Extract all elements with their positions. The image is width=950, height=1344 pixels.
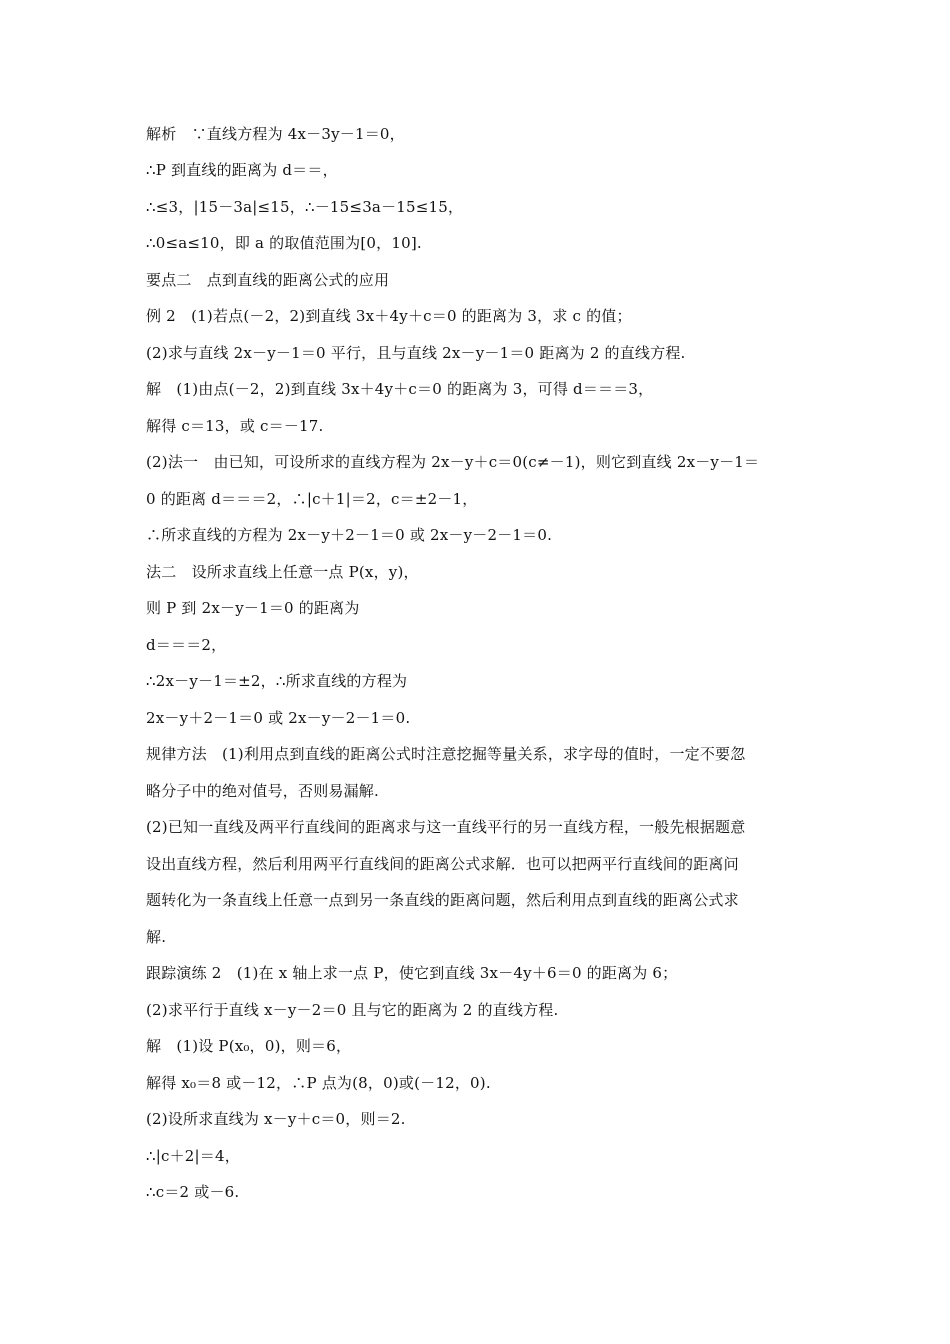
text-line: 0 的距离 d＝＝＝2，∴|c＋1|＝2，c＝±2－1， xyxy=(146,490,478,508)
text-line: ∴0≤a≤10，即 a 的取值范围为[0，10]. xyxy=(146,234,422,252)
text-line: 则 P 到 2x－y－1＝0 的距离为 xyxy=(146,599,360,617)
text-line: (2)已知一直线及两平行直线间的距离求与这一直线平行的另一直线方程，一般先根据题意 xyxy=(146,818,746,836)
text-line: 2x－y＋2－1＝0 或 2x－y－2－1＝0. xyxy=(146,709,411,727)
text-line: ∴2x－y－1＝±2，∴所求直线的方程为 xyxy=(146,672,408,690)
text-line: ∴所求直线的方程为 2x－y＋2－1＝0 或 2x－y－2－1＝0. xyxy=(146,526,553,544)
text-line: 设出直线方程，然后利用两平行直线间的距离公式求解．也可以把两平行直线间的距离问 xyxy=(146,855,739,873)
practice-title: 跟踪演练 2 (1)在 x 轴上求一点 P，使它到直线 3x－4y＋6＝0 的距离为 6； xyxy=(146,964,678,982)
text-line: 解析 ∵直线方程为 4x－3y－1＝0， xyxy=(146,125,405,143)
text-line: (2)法一 由已知，可设所求的直线方程为 2x－y＋c＝0(c≠－1)，则它到直线 2x－y－1＝ xyxy=(146,453,760,471)
text-line: (2)设所求直线为 x－y＋c＝0，则＝2. xyxy=(146,1110,406,1128)
method-summary: 规律方法 (1)利用点到直线的距离公式时注意挖掘等量关系，求字母的值时，一定不要忽 xyxy=(146,745,746,763)
text-line: ∴c＝2 或－6. xyxy=(146,1183,240,1201)
text-line: 解 (1)由点(－2，2)到直线 3x＋4y＋c＝0 的距离为 3，可得 d＝＝＝3， xyxy=(146,380,654,398)
text-line: d＝＝＝2， xyxy=(146,636,227,654)
text-line: 解. xyxy=(146,928,167,946)
text-line: ∴≤3，|15－3a|≤15，∴－15≤3a－15≤15， xyxy=(146,198,464,216)
text-line: 解得 c＝13，或 c＝－17. xyxy=(146,417,324,435)
text-line: 解 (1)设 P(x₀，0)，则＝6， xyxy=(146,1037,352,1055)
text-line: 略分子中的绝对值号，否则易漏解. xyxy=(146,782,379,800)
text-line: 法二 设所求直线上任意一点 P(x，y)， xyxy=(146,563,419,581)
text-line: (2)求与直线 2x－y－1＝0 平行，且与直线 2x－y－1＝0 距离为 2 的直线方程. xyxy=(146,344,686,362)
example-title: 例 2 (1)若点(－2，2)到直线 3x＋4y＋c＝0 的距离为 3，求 c 的值； xyxy=(146,307,632,325)
text-line: 题转化为一条直线上任意一点到另一条直线的距离问题，然后利用点到直线的距离公式求 xyxy=(146,891,739,909)
section-heading: 要点二 点到直线的距离公式的应用 xyxy=(146,271,390,289)
text-line: (2)求平行于直线 x－y－2＝0 且与它的距离为 2 的直线方程. xyxy=(146,1001,559,1019)
text-line: ∴|c＋2|＝4， xyxy=(146,1147,240,1165)
text-line: 解得 x₀＝8 或－12，∴P 点为(8，0)或(－12，0). xyxy=(146,1074,491,1092)
text-line: ∴P 到直线的距离为 d＝＝， xyxy=(146,161,338,179)
